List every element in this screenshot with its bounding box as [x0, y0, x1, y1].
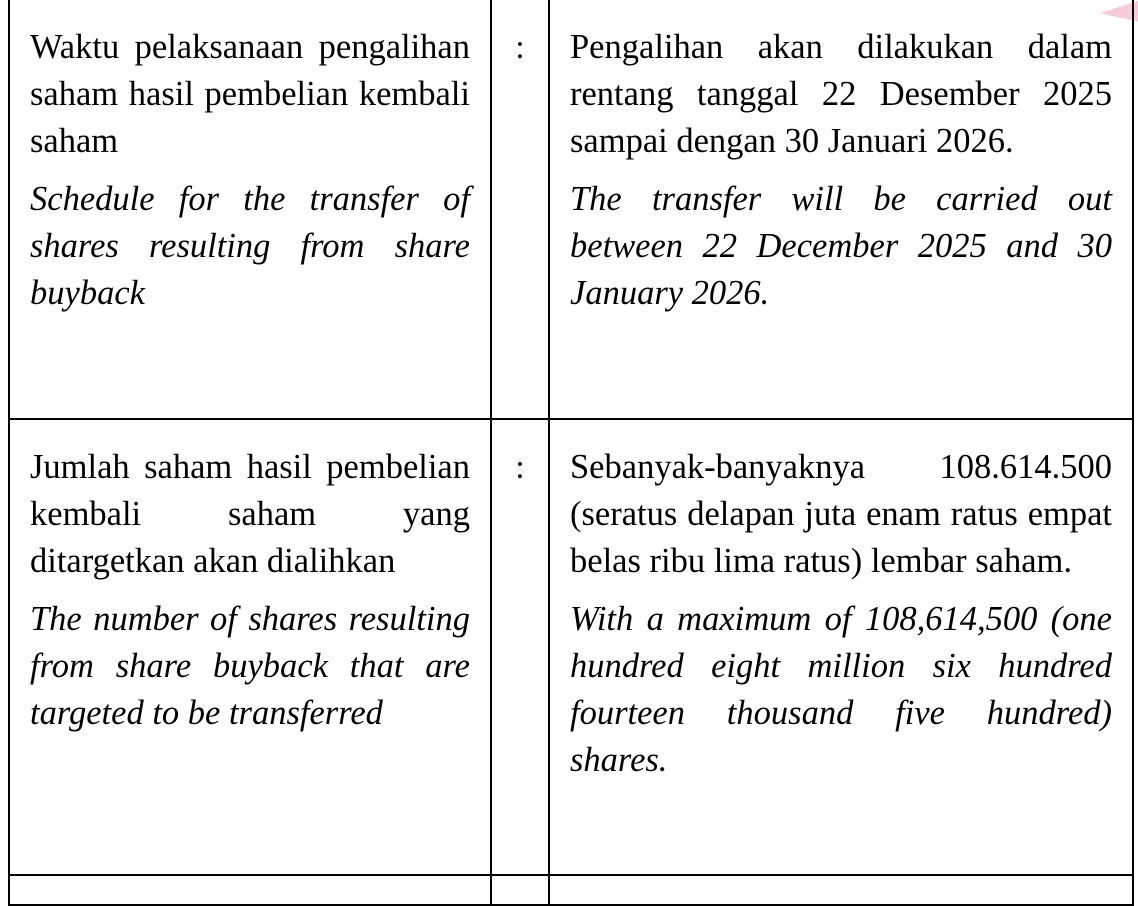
value-english: The transfer will be carried out between 22 December 2025 and 30 January 2026. [570, 180, 1112, 312]
table-row [9, 0, 1133, 419]
separator-colon: : [515, 29, 525, 66]
value-indonesian: Sebanyak-banyaknya 108.614.500 (seratus delapan juta enam ratus empat belas ribu lima ratus) lembar saham. [570, 448, 1112, 580]
table-row-partial [9, 875, 1133, 905]
label-english: Schedule for the transfer of shares resulting from share buyback [30, 180, 470, 312]
disclosure-table [8, 0, 1134, 906]
label-indonesian: Waktu pelaksanaan pengalihan saham hasil pembelian kembali saham [30, 28, 470, 160]
separator-cell [491, 0, 549, 419]
separator-colon: : [515, 449, 525, 486]
value-cell-empty [549, 875, 1133, 905]
value-indonesian: Pengalihan akan dilakukan dalam rentang tanggal 22 Desember 2025 sampai dengan 30 Januari 2026. [570, 28, 1112, 160]
table-row [9, 419, 1133, 875]
label-cell [9, 419, 491, 875]
separator-cell-empty [491, 875, 549, 905]
label-indonesian: Jumlah saham hasil pembelian kembali saham yang ditargetkan akan dialihkan [30, 448, 470, 580]
value-english: With a maximum of 108,614,500 (one hundred eight million six hundred fourteen thousand five hundred) shares. [570, 600, 1112, 779]
label-cell-empty [9, 875, 491, 905]
value-cell [549, 419, 1133, 875]
label-cell [9, 0, 491, 419]
value-cell [549, 0, 1133, 419]
label-english: The number of shares resulting from share buyback that are targeted to be transferred [30, 600, 470, 732]
separator-cell [491, 419, 549, 875]
